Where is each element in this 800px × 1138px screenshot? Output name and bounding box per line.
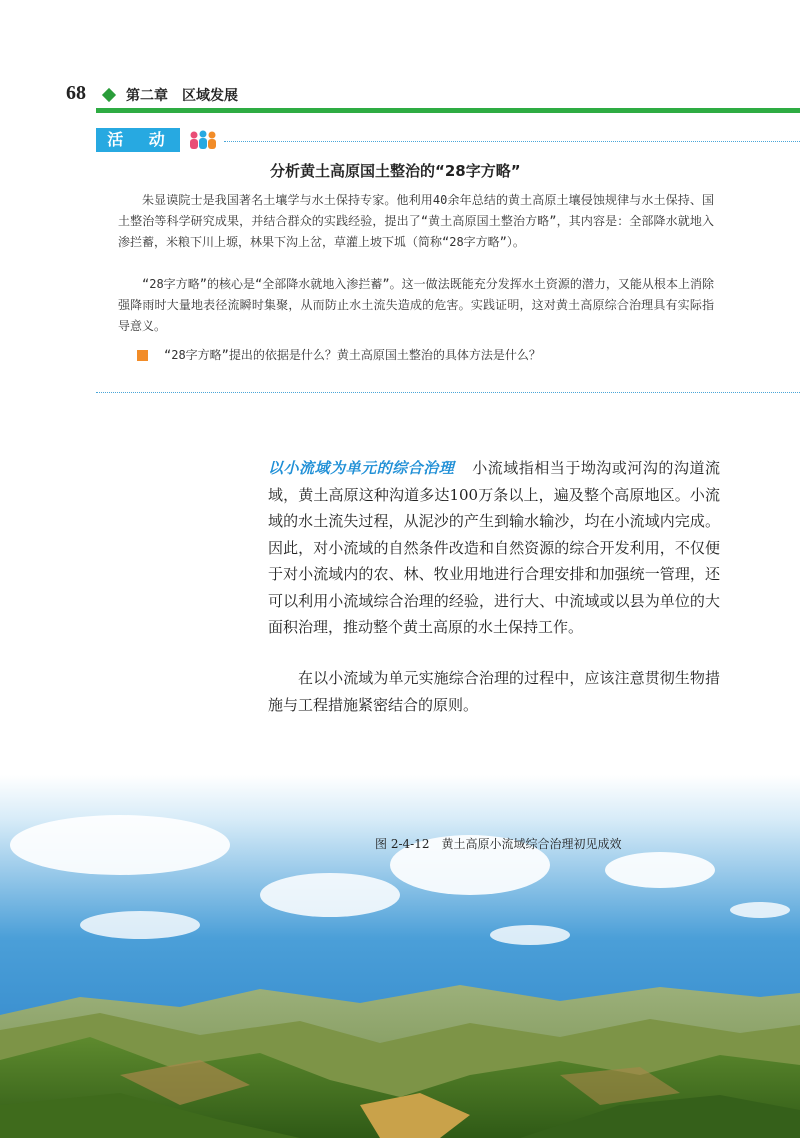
activity-question: “28字方略”提出的依据是什么？黄土高原国土整治的具体方法是什么？ bbox=[164, 348, 541, 362]
activity-label: 活 动 bbox=[96, 128, 180, 152]
question-square-icon bbox=[137, 350, 148, 361]
loess-plateau-photo bbox=[0, 775, 800, 1138]
diamond-bullet-icon bbox=[102, 88, 116, 102]
activity-paragraph: 朱显谟院士是我国著名土壤学与水土保持专家。他利用40余年总结的黄土高原土壤侵蚀规律与水土保持、国土整治等科学研究成果，并结合群众的实践经验，提出了“黄土高原国土整治方略”，其内容是：全部降水就地入渗拦蓄，米粮下川上塬，林果下沟上岔，草灌上坡下坬（简称“28字方略”）。 bbox=[118, 193, 714, 249]
main-paragraph-2: 在以小流域为单元实施综合治理的过程中，应该注意贯彻生物措施与工程措施紧密结合的原则。 bbox=[268, 669, 720, 714]
section-lead-heading: 以小流域为单元的综合治理 bbox=[268, 459, 455, 477]
activity-paragraph: “28字方略”的核心是“全部降水就地入渗拦蓄”。这一做法既能充分发挥水土资源的潜力，又能从根本上消除强降雨时大量地表径流瞬时集聚，从而防止水土流失造成的危害。实践证明，这对黄土高原综合治理具有实际指导意义。 bbox=[118, 277, 714, 333]
people-group-icon bbox=[188, 129, 218, 151]
main-paragraph bbox=[268, 455, 720, 641]
activity-bottom-divider bbox=[96, 392, 800, 393]
activity-divider bbox=[224, 141, 800, 142]
main-paragraph-text: 小流域指相当于坳沟或河沟的沟道流域，黄土高原这种沟道多达100万条以上，遍及整个高原地区。小流域的水土流失过程，从泥沙的产生到输水输沙，均在小流域内完成。因此，对小流域的自然条件改造和自然资源的综合开发利用，不仅便于对小流域内的农、林、牧业用地进行合理安排和加强统一管理，还可以利用小流域综合治理的经验，进行大、中流域或以县为单位的大面积治理，推动整个黄土高原的水土保持工作。 bbox=[268, 459, 720, 636]
page-number: 68 bbox=[66, 82, 86, 104]
activity-title: 分析黄土高原国土整治的“28字方略” bbox=[270, 162, 521, 180]
header-rule bbox=[96, 108, 800, 113]
chapter-title: 第二章 区域发展 bbox=[126, 88, 238, 104]
figure-caption: 图 2-4-12 黄土高原小流域综合治理初见成效 bbox=[375, 837, 622, 851]
